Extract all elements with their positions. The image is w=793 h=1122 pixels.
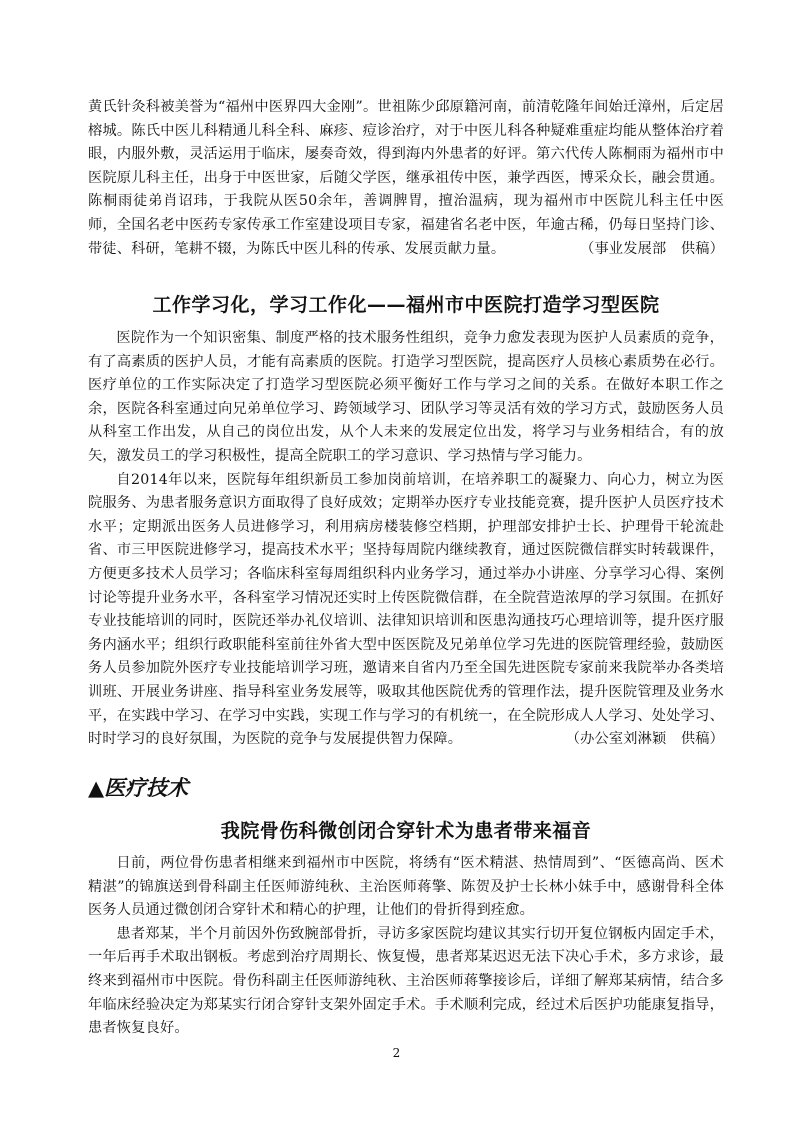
continued-paragraph: [88, 96, 724, 261]
article1-credit: （办公室刘淋颖 供稿）: [565, 731, 724, 748]
continued-text: 黄氏针灸科被美誉为“福州中医界四大金刚”。世祖陈少邱原籍河南，前清乾隆年间始迁漳州，后定居榕城。陈氏中医儿科精通儿科全科、麻疹、痘诊治疗，对于中医儿科各种疑难重症均能从整体治疗着眼，内服外敷，灵活运用于临床，屡奏奇效，得到海内外患者的好评。第六代传人陈桐雨为福州市中医院原儿科主任，出身于中医世家，后随父学医，继承祖传中医，兼学西医，博采众长，融会贯通。陈桐雨徒弟肖诏玮，于我院从医50余年，善调脾胃，擅治温病，现为福州市中医院儿科主任中医师，全国名老中医药专家传承工作室建设项目专家，福建省名老中医，年逾古稀，仍每日坚持门诊、带徒、科研，笔耕不辍，为陈氏中医儿科的传承、发展贡献力量。: [88, 99, 724, 257]
continued-section: [88, 96, 724, 261]
article1-title: 工作学习化，学习工作化——福州市中医院打造学习型医院: [152, 294, 660, 316]
article1-paragraph-2: [88, 469, 724, 752]
article1-body: [88, 327, 724, 752]
article2-paragraph-2: 患者郑某，半个月前因外伤致腕部骨折，寻访多家医院均建议其实行切开复位钢板内固定手术，一年后再手术取出钢板。考虑到治疗周期长、恢复慢，患者郑某迟迟无法下决心手术，多方求诊，最终来到福州市中医院。骨伤科副主任医师游纯秋、主治医师蒋擎接诊后，详细了解郑某病情，结合多年临床经验决定为郑某实行闭合穿针支架外固定手术。手术顺利完成，经过术后医护功能康复指导，患者恢复良好。: [88, 925, 724, 1037]
article2-title: 我院骨伤科微创闭合穿针术为患者带来福音: [220, 820, 592, 842]
article1-paragraph-1: 医院作为一个知识密集、制度严格的技术服务性组织，竞争力愈发表现为医护人员素质的竞争，有了高素质的医护人员，才能有高素质的医院。打造学习型医院，提高医疗人员核心素质势在必行。医疗单位的工作实际决定了打造学习型医院必须平衡好工作与学习之间的关系。在做好本职工作之余，医院各科室通过向兄弟单位学习、跨领域学习、团队学习等灵活有效的学习方式，鼓励医务人员从科室工作出发，从自己的岗位出发，从个人未来的发展定位出发，将学习与业务相结合，有的放矢，激发员工的学习积极性，提高全院职工的学习意识、学习热情与学习能力。: [88, 330, 724, 464]
article2-body: [88, 852, 724, 1041]
page-number: 2: [392, 1046, 401, 1060]
section-heading: [88, 772, 188, 802]
article2-paragraph-1: 日前，两位骨伤患者相继来到福州市中医院，将绣有“医术精湛、热情周到”、“医德高尚、医术精湛”的锦旗送到骨科副主任医师游纯秋、主治医师蒋擎、陈贺及护士长林小妹手中，感谢骨科全体医务人员通过微创闭合穿针术和精心的护理，让他们的骨折得到痊愈。: [88, 855, 724, 919]
continued-credit: （事业发展部 供稿）: [580, 240, 724, 257]
triangle-marker-icon: ▲: [88, 775, 105, 800]
section-heading-label: 医疗技术: [104, 775, 189, 800]
article1-paragraph-2-text: 自2014年以来，医院每年组织新员工参加岗前培训，在培养职工的凝聚力、向心力，树立为医院服务、为患者服务意识方面取得了良好成效；定期举办医疗专业技能竞赛，提升医护人员医疗技术水平；定期派出医务人员进修学习，利用病房楼装修空档期，护理部安排护士长、护理骨干轮流赴省、市三甲医院进修学习，提高技术水平；坚持每周院内继续教育，通过医院微信群实时转载课件，方便更多技术人员学习；各临床科室每周组织科内业务学习，通过举办小讲座、分享学习心得、案例讨论等提升业务水平，各科室学习情况还实时上传医院微信群，在全院营造浓厚的学习氛围。在抓好专业技能培训的同时，医院还举办礼仪培训、法律知识培训和医患沟通技巧心理培训等，提升医疗服务内涵水平；组织行政职能科室前往外省大型中医医院及兄弟单位学习先进的医院管理经验，鼓励医务人员参加院外医疗专业技能培训学习班，邀请来自省内乃至全国先进医院专家前来我院举办各类培训班、开展业务讲座、指导科室业务发展等，吸取其他医院优秀的管理作法，提升医院管理及业务水平，在实践中学习、在学习中实践，实现工作与学习的有机统一，在全院形成人人学习、处处学习、时时学习的良好氛围，为医院的竞争与发展提供智力保障。: [88, 471, 724, 748]
